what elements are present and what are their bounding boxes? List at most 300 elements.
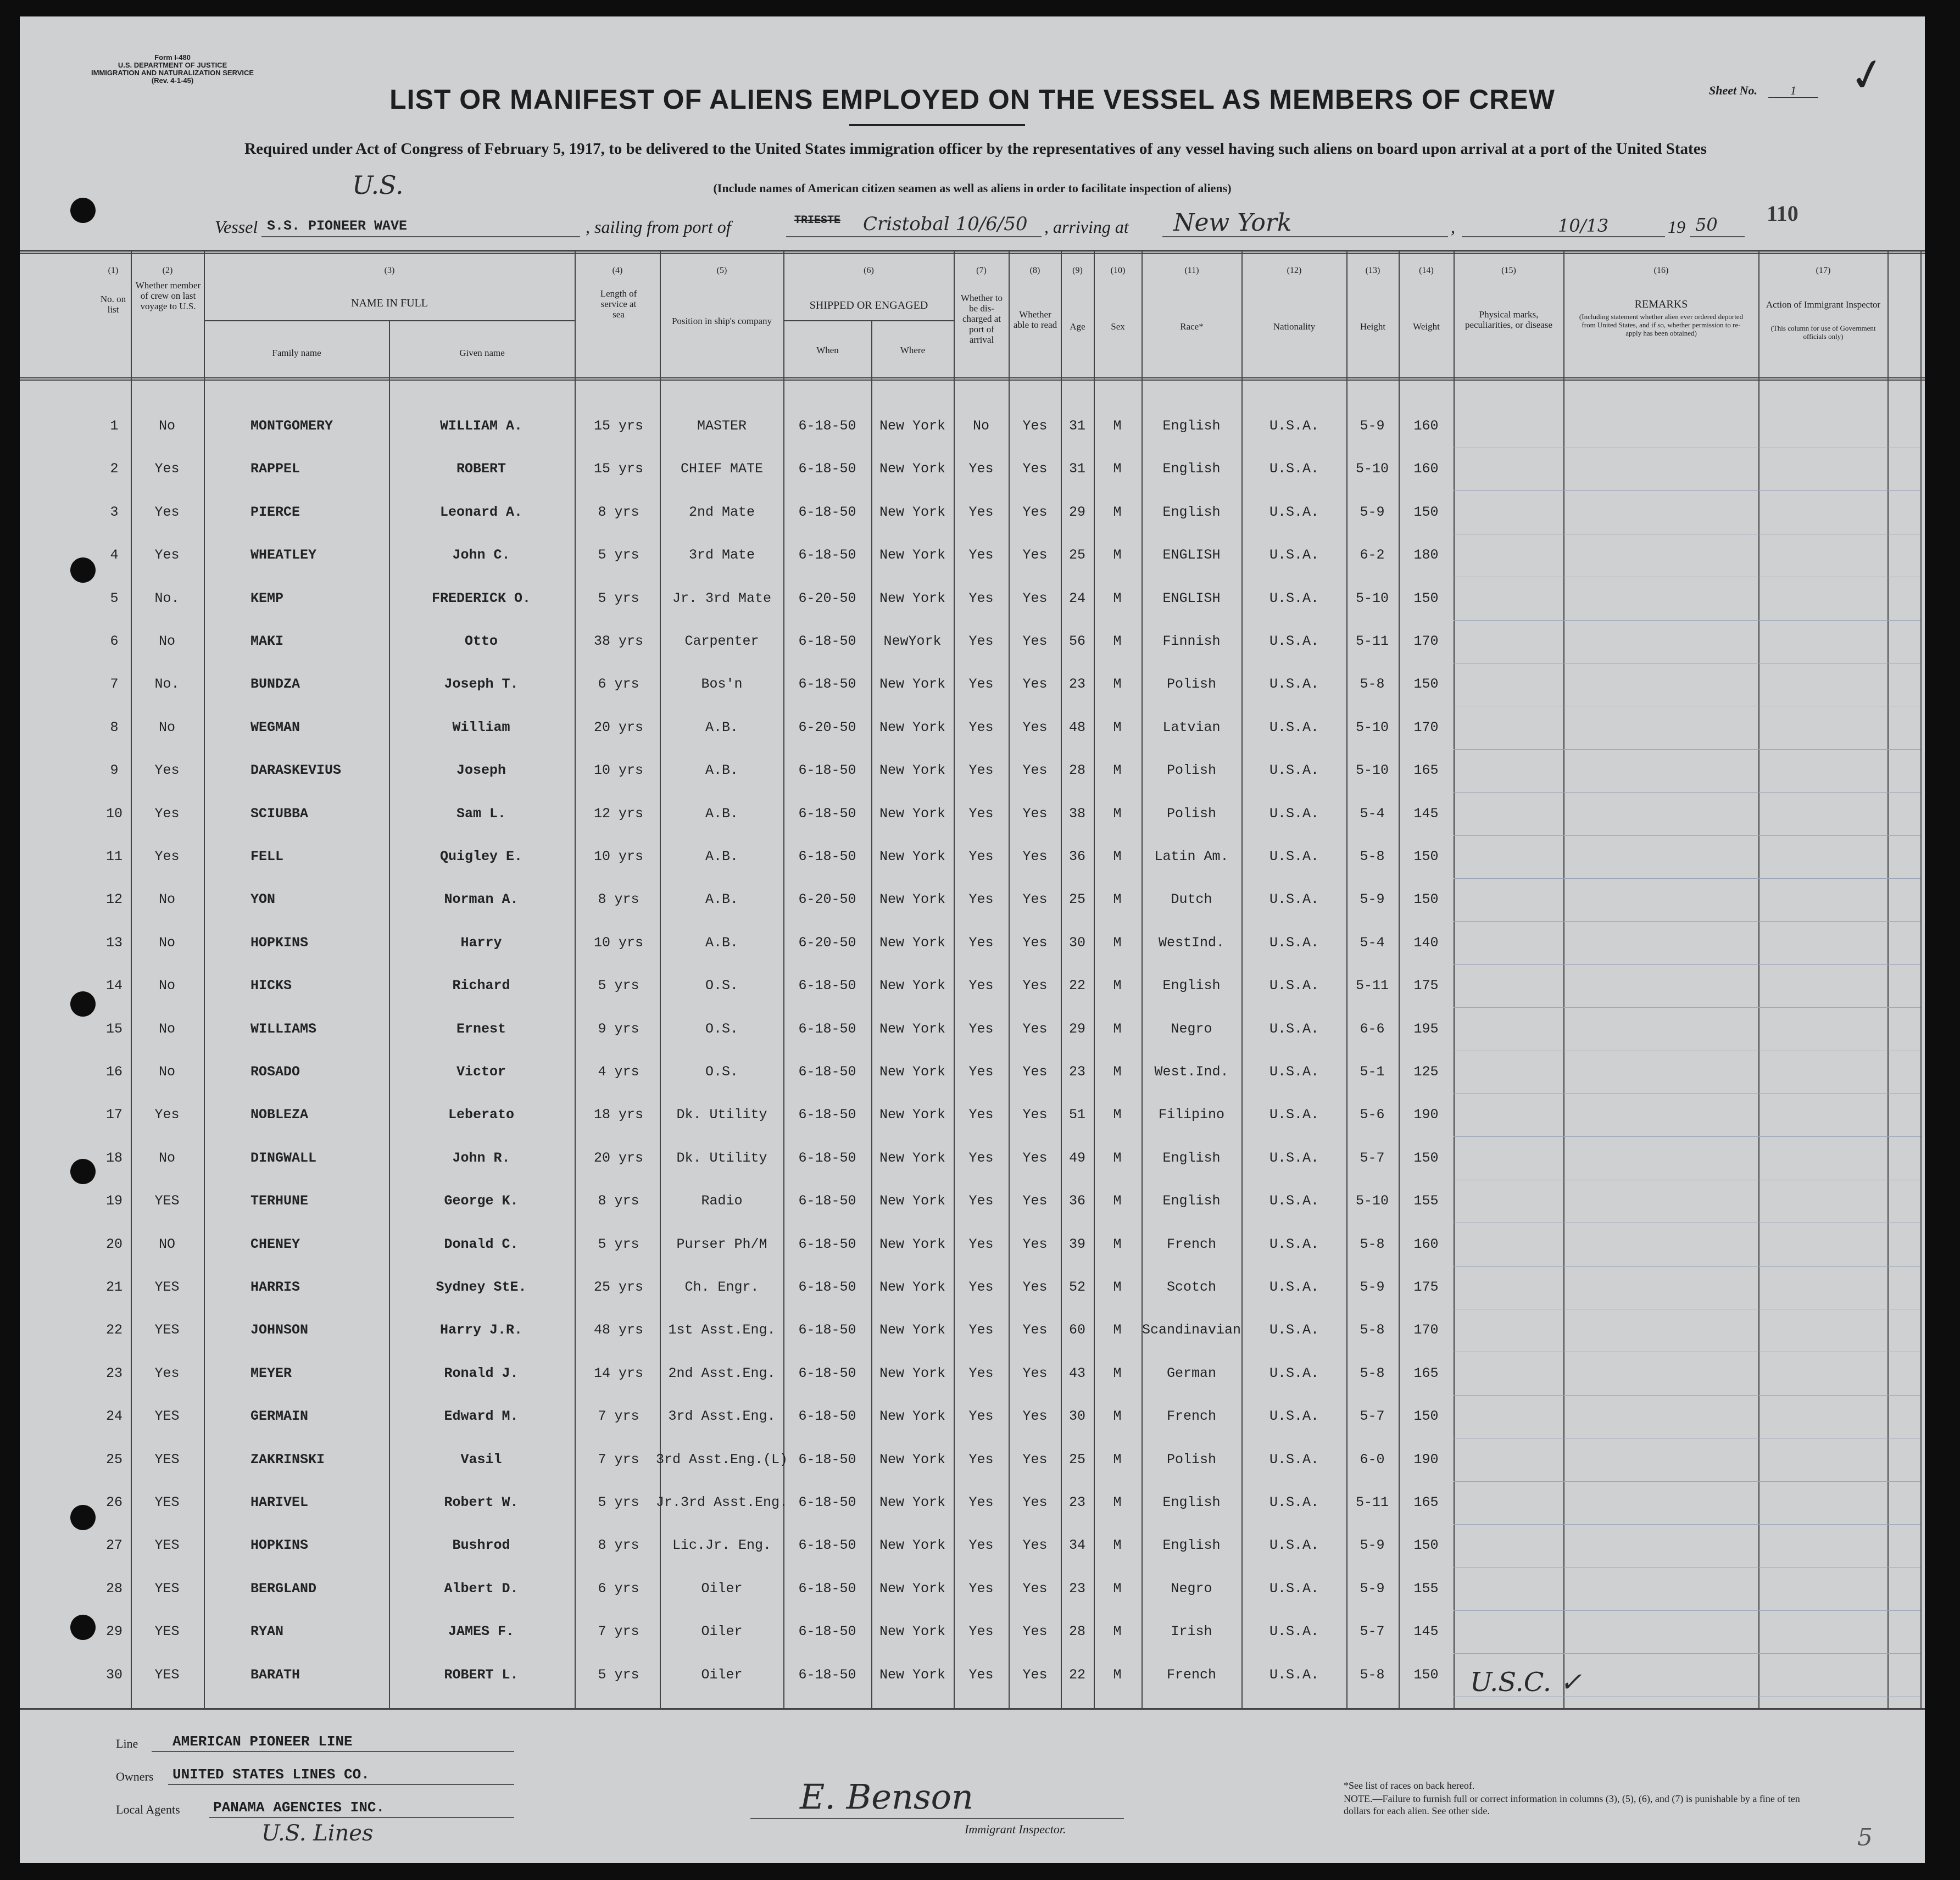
length-of-service: 10 yrs <box>593 762 644 779</box>
col1-label: No. on list <box>100 294 126 315</box>
race: English <box>1162 1193 1221 1209</box>
discharged: Yes <box>968 1279 994 1295</box>
given-name: JAMES F. <box>448 1624 515 1640</box>
last-voyage: No <box>158 1020 176 1037</box>
form-department: U.S. DEPARTMENT OF JUSTICE <box>118 61 227 69</box>
shipped-when: 6-18-50 <box>798 1666 856 1683</box>
shipped-where: New York <box>879 1150 946 1166</box>
shipped-when: 6-18-50 <box>798 1279 856 1295</box>
discharged: Yes <box>968 633 994 649</box>
position: Radio <box>701 1193 743 1209</box>
shipped-when: 6-18-50 <box>798 1451 856 1468</box>
sex: M <box>1113 1107 1122 1123</box>
race: West.Ind. <box>1154 1064 1229 1080</box>
weight: 165 <box>1413 1365 1439 1381</box>
sex: M <box>1113 1451 1122 1468</box>
discharged: Yes <box>968 1580 994 1597</box>
age: 25 <box>1068 891 1086 908</box>
age: 29 <box>1068 1020 1086 1037</box>
sex: M <box>1113 1279 1122 1295</box>
col3-family: Family name <box>272 348 321 358</box>
length-of-service: 7 yrs <box>598 1451 639 1468</box>
height: 5-10 <box>1355 762 1389 779</box>
weight: 150 <box>1413 1150 1439 1166</box>
age: 56 <box>1068 633 1086 649</box>
last-voyage: No <box>158 1150 176 1166</box>
sex: M <box>1113 1236 1122 1252</box>
age: 36 <box>1068 1193 1086 1209</box>
family-name: FELL <box>250 849 284 864</box>
last-voyage: No <box>158 978 176 994</box>
family-name: RYAN <box>250 1624 284 1640</box>
height: 5-8 <box>1360 1236 1385 1252</box>
row-rule <box>1454 1524 1920 1525</box>
able-to-read: Yes <box>1022 1624 1048 1640</box>
col8-num: (8) <box>1029 266 1040 275</box>
age: 23 <box>1068 1494 1086 1510</box>
able-to-read: Yes <box>1022 849 1048 864</box>
family-name: MEYER <box>250 1365 292 1381</box>
nationality: U.S.A. <box>1269 1624 1319 1640</box>
sex: M <box>1113 805 1122 822</box>
shipped-where: New York <box>879 1624 946 1640</box>
col17-num: (17) <box>1816 266 1831 275</box>
age: 48 <box>1068 719 1086 735</box>
position: CHIEF MATE <box>680 461 764 477</box>
nationality: U.S.A. <box>1269 1279 1319 1295</box>
col6-label: SHIPPED OR ENGAGED <box>809 299 928 311</box>
position: Ch. Engr. <box>684 1279 759 1295</box>
able-to-read: Yes <box>1022 1580 1048 1597</box>
race: Polish <box>1166 1451 1217 1468</box>
given-name: Vasil <box>460 1451 502 1468</box>
col14-label: Weight <box>1413 321 1440 332</box>
height: 5-10 <box>1355 1193 1389 1209</box>
position: Oiler <box>701 1624 743 1640</box>
shipped-where: New York <box>879 762 946 779</box>
height: 5-10 <box>1355 719 1389 735</box>
race: Negro <box>1171 1580 1212 1597</box>
sheet-number-label: Sheet No. <box>1709 83 1757 97</box>
given-name: Robert W. <box>444 1494 519 1510</box>
position: O.S. <box>705 1064 739 1080</box>
sex: M <box>1113 1365 1122 1381</box>
row-number: 15 <box>105 1020 123 1037</box>
height: 5-7 <box>1360 1408 1385 1425</box>
given-name: John C. <box>452 547 510 564</box>
last-voyage: Yes <box>154 547 180 564</box>
col16-num: (16) <box>1653 266 1669 275</box>
position: Purser Ph/M <box>676 1236 767 1252</box>
row-rule <box>1454 921 1920 922</box>
age: 30 <box>1068 1408 1086 1425</box>
last-voyage: Yes <box>154 762 180 779</box>
last-voyage: Yes <box>154 1107 180 1123</box>
length-of-service: 25 yrs <box>593 1279 644 1295</box>
length-of-service: 5 yrs <box>598 590 639 606</box>
col7-label: Whether to be dis-charged at port of arrival <box>961 293 1003 345</box>
shipped-when: 6-18-50 <box>798 547 856 564</box>
nationality: U.S.A. <box>1269 633 1319 649</box>
given-name: Albert D. <box>444 1580 519 1597</box>
discharged: Yes <box>968 1322 994 1338</box>
shipped-when: 6-18-50 <box>798 849 856 864</box>
inspector-signature: E. Benson <box>800 1777 973 1817</box>
shipped-where: New York <box>879 418 946 434</box>
row-number: 4 <box>110 547 119 564</box>
height: 5-8 <box>1360 1666 1385 1683</box>
shipped-when: 6-18-50 <box>798 1624 856 1640</box>
shipped-when: 6-18-50 <box>798 1322 856 1338</box>
discharged: Yes <box>968 978 994 994</box>
shipped-when: 6-18-50 <box>798 1064 856 1080</box>
able-to-read: Yes <box>1022 934 1048 951</box>
age: 38 <box>1068 805 1086 822</box>
sex: M <box>1113 934 1122 951</box>
col12-label: Nationality <box>1273 321 1316 332</box>
row-rule <box>1454 1266 1920 1267</box>
family-name: RAPPEL <box>250 461 300 477</box>
discharged: Yes <box>968 1494 994 1510</box>
race: French <box>1166 1408 1217 1425</box>
age: 22 <box>1068 1666 1086 1683</box>
vessel-label: Vessel <box>215 217 258 237</box>
length-of-service: 5 yrs <box>598 978 639 994</box>
race: English <box>1162 1150 1221 1166</box>
race: French <box>1166 1236 1217 1252</box>
row-number: 21 <box>105 1279 123 1295</box>
height: 5-10 <box>1355 461 1389 477</box>
position: Bos'n <box>701 676 743 693</box>
row-rule <box>1454 964 1920 965</box>
last-voyage: YES <box>154 1451 180 1468</box>
agents-label: Local Agents <box>116 1803 180 1816</box>
handwritten-us-mark: U.S. <box>352 170 404 200</box>
col4-label: Length of service at sea <box>600 288 637 320</box>
height: 5-7 <box>1360 1150 1385 1166</box>
position: Dk. Utility <box>676 1150 767 1166</box>
height: 6-2 <box>1360 547 1385 564</box>
family-name: WILLIAMS <box>250 1020 317 1037</box>
last-voyage: No <box>158 418 176 434</box>
length-of-service: 15 yrs <box>593 461 644 477</box>
family-name: PIERCE <box>250 504 300 520</box>
family-name: SCIUBBA <box>250 805 309 822</box>
discharged: Yes <box>968 676 994 693</box>
family-name: JOHNSON <box>250 1322 309 1338</box>
able-to-read: Yes <box>1022 418 1048 434</box>
race: Irish <box>1171 1624 1212 1640</box>
height: 5-8 <box>1360 1365 1385 1381</box>
age: 52 <box>1068 1279 1086 1295</box>
able-to-read: Yes <box>1022 762 1048 779</box>
family-name: HICKS <box>250 978 292 994</box>
length-of-service: 7 yrs <box>598 1624 639 1640</box>
able-to-read: Yes <box>1022 461 1048 477</box>
col2-label: Whether member of crew on last voyage to U.S. <box>135 280 201 311</box>
sex: M <box>1113 719 1122 735</box>
family-name: WEGMAN <box>250 719 300 735</box>
shipped-where: New York <box>879 1064 946 1080</box>
col13-num: (13) <box>1365 266 1380 275</box>
age: 31 <box>1068 461 1086 477</box>
nationality: U.S.A. <box>1269 1537 1319 1554</box>
col9-label: Age <box>1070 321 1085 332</box>
race: English <box>1162 1537 1221 1554</box>
penalty-note: NOTE.—Failure to furnish full or correct information in columns (3), (5), (6), and (7) is punishable by a fine of ten dollars for each alien. See other side. <box>1344 1793 1800 1816</box>
shipped-where: New York <box>879 547 946 564</box>
row-number: 11 <box>105 849 123 864</box>
weight: 145 <box>1413 805 1439 822</box>
given-name: ROBERT <box>456 461 506 477</box>
shipped-when: 6-18-50 <box>798 1020 856 1037</box>
position: Oiler <box>701 1580 743 1597</box>
position: MASTER <box>697 418 747 434</box>
shipped-where: New York <box>879 1537 946 1554</box>
height: 5-9 <box>1360 504 1385 520</box>
row-number: 6 <box>110 633 119 649</box>
able-to-read: Yes <box>1022 719 1048 735</box>
family-name: ZAKRINSKI <box>250 1451 325 1468</box>
shipped-where: New York <box>879 461 946 477</box>
race: Filipino <box>1158 1107 1225 1123</box>
arrival-year: 50 <box>1695 214 1718 235</box>
nationality: U.S.A. <box>1269 1494 1319 1510</box>
nationality: U.S.A. <box>1269 1150 1319 1166</box>
height: 6-0 <box>1360 1451 1385 1468</box>
include-note: (Include names of American citizen seamen as well as aliens in order to facilitate inspection of aliens) <box>713 181 1232 195</box>
family-name: MONTGOMERY <box>250 418 333 434</box>
col6-where: Where <box>900 345 926 355</box>
shipped-when: 6-18-50 <box>798 805 856 822</box>
row-number: 5 <box>110 590 119 606</box>
age: 25 <box>1068 547 1086 564</box>
row-number: 23 <box>105 1365 123 1381</box>
row-number: 29 <box>105 1624 123 1640</box>
weight: 170 <box>1413 719 1439 735</box>
row-number: 22 <box>105 1322 123 1338</box>
age: 36 <box>1068 849 1086 864</box>
row-number: 2 <box>110 461 119 477</box>
nationality: U.S.A. <box>1269 1580 1319 1597</box>
row-rule <box>1454 1610 1920 1611</box>
form-revision: (Rev. 4-1-45) <box>151 76 194 85</box>
family-name: TERHUNE <box>250 1193 309 1209</box>
required-statement: Required under Act of Congress of February 5, 1917, to be delivered to the United States immigration officer by the representatives of any vessel having such aliens on board upon arrival at a port of the United States <box>244 140 1707 158</box>
position: 2nd Asst.Eng. <box>668 1365 776 1381</box>
row-number: 30 <box>105 1666 123 1683</box>
shipped-where: New York <box>879 590 946 606</box>
row-number: 19 <box>105 1193 123 1209</box>
sex: M <box>1113 633 1122 649</box>
able-to-read: Yes <box>1022 1537 1048 1554</box>
row-rule <box>1454 878 1920 879</box>
weight: 150 <box>1413 1537 1439 1554</box>
able-to-read: Yes <box>1022 1365 1048 1381</box>
page-mark: 5 <box>1857 1823 1873 1851</box>
length-of-service: 9 yrs <box>598 1020 639 1037</box>
col9-num: (9) <box>1072 266 1083 275</box>
weight: 195 <box>1413 1020 1439 1037</box>
row-number: 24 <box>105 1408 123 1425</box>
shipped-when: 6-20-50 <box>798 719 856 735</box>
race: ENGLISH <box>1162 590 1221 606</box>
col6-num: (6) <box>864 266 874 275</box>
given-name: Donald C. <box>444 1236 519 1252</box>
race: Dutch <box>1171 891 1212 908</box>
weight: 150 <box>1413 590 1439 606</box>
given-name: John R. <box>452 1150 510 1166</box>
inspector-label: Immigrant Inspector. <box>965 1822 1066 1836</box>
family-name: BARATH <box>250 1666 300 1683</box>
height: 5-8 <box>1360 676 1385 693</box>
able-to-read: Yes <box>1022 590 1048 606</box>
position: Jr.3rd Asst.Eng. <box>655 1494 788 1510</box>
last-voyage: YES <box>154 1279 180 1295</box>
sheet-number-value: 1 <box>1768 83 1818 98</box>
shipped-when: 6-20-50 <box>798 891 856 908</box>
row-rule <box>1454 1007 1920 1008</box>
given-name: Harry <box>460 934 502 951</box>
discharged: Yes <box>968 1451 994 1468</box>
given-name: Edward M. <box>444 1408 519 1425</box>
shipped-when: 6-18-50 <box>798 1150 856 1166</box>
last-voyage: No. <box>154 590 180 606</box>
row-number: 9 <box>110 762 119 779</box>
shipped-where: New York <box>879 1494 946 1510</box>
race: English <box>1162 418 1221 434</box>
family-name: ROSADO <box>250 1064 300 1080</box>
weight: 165 <box>1413 762 1439 779</box>
shipped-where: New York <box>879 891 946 908</box>
row-number: 16 <box>105 1064 123 1080</box>
sex: M <box>1113 1494 1122 1510</box>
age: 49 <box>1068 1150 1086 1166</box>
sex: M <box>1113 461 1122 477</box>
manifest-sheet: Form I-480 U.S. DEPARTMENT OF JUSTICE IMMIGRATION AND NATURALIZATION SERVICE (Rev. 4-1-45) Sheet No. 1 ✓ LIST OR MANIFEST OF ALIENS EMPLOYED ON THE VESSEL AS MEMBERS OF CREW Required under Act of Congress of February 5, 1917, to be delivered to the United States immigration officer by the representatives of any vessel having such aliens on board upon arrival at a port of the United States (Include names of American citizen seamen as well as aliens in order to facilitate inspection of aliens) U.S. Vessel S.S. PIONEER WAVE , sailing from port of TRIESTE Cristobal 10/6/50 , arriving at New York , 10/13 19 50 110 (1) No. on list (2) Whether member of crew on last voyage to U.S. (3) NAME IN FULL Family name Given name (4) Length of service at sea (5) Position in ship's company (6) SHIPPED OR ENGAGED When Where (7) Whether to be dis-charged at port of arrival (8) Whether able to read (9) Age (10) Sex (11) Race* (12) Nationality (13) Height (14) Weight (15) Physical marks, peculiarities, or disease (16) REMARKS (Including statement whether alien ever ordered deported from United States, and if so, whether permission to re-apply has been obtained) (17) Action of Immigrant Inspector (This column for use of Government officials only) 1 No MONTGOMERY WILLIAM A. 15 yrs MASTER 6-18-50 New York No Yes 31 M English U.S.A. 5-9 160 2 Yes RAPPEL ROBERT 15 yrs CHIEF MATE 6-18-50 New York Yes Yes 31 M English U.S.A. 5-10 160 3 Yes PIERCE Leonard A. 8 yrs 2nd Mate 6-18-50 New York Yes Yes 29 M English U.S.A. 5-9 150 4 Yes WHEATLEY John C. 5 yrs 3rd Mate 6-18-50 New York Yes Yes 25 M ENGLISH U.S.A. 6-2 180 5 No. KEMP FREDERICK O. 5 yrs Jr. 3rd Mate 6-20-50 New York Yes Yes 24 M ENGLISH U.S.A. 5-10 150 6 No MAKI Otto 38 yrs Carpenter 6-18-50 NewYork Yes Yes 56 M Finnish U.S.A. 5-11 170 7 No. BUNDZA Joseph T. 6 yrs Bos'n 6-18-50 New York Yes Yes 23 M Polish U.S.A. 5-8 150 8 No WEGMAN William 20 yrs A.B. 6-20-50 New York Yes Yes 48 M Latvian U.S.A. 5-10 170 9 Yes DARASKEVIUS Joseph 10 yrs A.B. 6-18-50 New York Yes Yes 28 M Polish U.S.A. 5-10 165 10 Yes SCIUBBA Sam L. 12 yrs A.B. 6-18-50 New York Yes Yes 38 M Polish U.S.A. 5-4 145 11 Yes FELL Quigley E. 10 yrs A.B. 6-18-50 New York Yes Yes 36 M Latin Am. U.S.A. 5-8 150 12 No YON Norman A. 8 yrs A.B. 6-20-50 New York Yes Yes 25 M Dutch U.S.A. 5-9 150 13 No HOPKINS Harry 10 yrs A.B. 6-20-50 New York Yes Yes 30 M WestInd. U.S.A. 5-4 140 14 No HICKS Richard 5 yrs O.S. 6-18-50 New York Yes Yes 22 M English U.S.A. 5-11 175 15 No WILLIAMS Ernest 9 yrs O.S. 6-18-50 New York Yes Yes 29 M Negro U.S.A. 6-6 195 16 No ROSADO Victor 4 yrs O.S. 6-18-50 New York Yes Yes 23 M West.Ind. U.S.A. 5-1 125 17 Yes NOBLEZA Leberato 18 yrs Dk. Utility 6-18-50 New York Yes Yes 51 M Filipino U.S.A. 5-6 190 18 No DINGWALL John R. 20 yrs Dk. Utility 6-18-50 New York Yes Yes 49 M English U.S.A. 5-7 150 19 YES TERHUNE George K. 8 yrs Radio 6-18-50 New York Yes Yes 36 M English U.S.A. 5-10 155 20 NO CHENEY Donald C. 5 yrs Purser Ph/M 6-18-50 New York Yes Yes 39 M French U.S.A. 5-8 160 21 YES HARRIS Sydney StE. 25 yrs Ch. Engr. 6-18-50 New York Yes Yes 52 M Scotch U.S.A. 5-9 175 22 YES JOHNSON Harry J.R. 48 yrs 1st Asst.Eng. 6-18-50 New York Yes Yes 60 M Scandinavian U.S.A. 5-8 170 23 Yes MEYER Ronald J. 14 yrs 2nd Asst.Eng. 6-18-50 New York Yes Yes 43 M German U.S.A. 5-8 165 24 YES GERMAIN Edward M. 7 yrs 3rd Asst.Eng. 6-18-50 New York Yes Yes 30 M French U.S.A. 5-7 150 25 YES ZAKRINSKI Vasil 7 yrs 3rd Asst.Eng.(L) 6-18-50 New York Yes Yes 25 M Polish U.S.A. 6-0 190 26 YES HARIVEL Robert W. 5 yrs Jr.3rd Asst.Eng. 6-18-50 New York Yes Yes 23 M English U.S.A. 5-11 165 27 YES HOPKINS Bushrod 8 yrs Lic.Jr. Eng. 6-18-50 New York Yes Yes 34 M English U.S.A. 5-9 150 28 YES BERGLAND Albert D. 6 yrs Oiler 6-18-50 New York Yes Yes 23 M Negro U.S.A. 5-9 155 29 YES RYAN JAMES F. 7 yrs Oiler 6-18-50 New York Yes Yes 28 M Irish U.S.A. 5-7 145 30 YES BARATH ROBERT L. 5 yrs Oiler 6-18-50 New York Yes Yes 22 M French U.S.A. 5-8 150 U.S.C. ✓ Line AMERICAN PIONEER LINE Owners UNITED STATES LINES CO. Local Agents PANAMA AGENCIES INC. U.S. Lines E. Benson Immigrant Inspector. *See list of races on back hereof. NOTE.—Failure to furnish full or correct information in columns (3), (5), (6), and (7) is punishable by a fine of ten dollars for each alien. See other side. 5 <box>20 16 1925 1863</box>
length-of-service: 5 yrs <box>598 1494 639 1510</box>
sex: M <box>1113 1150 1122 1166</box>
row-number: 20 <box>105 1236 123 1252</box>
given-name: Joseph T. <box>444 676 519 693</box>
nationality: U.S.A. <box>1269 1064 1319 1080</box>
given-name: Quigley E. <box>439 849 523 864</box>
shipped-when: 6-18-50 <box>798 1236 856 1252</box>
family-name: KEMP <box>250 590 284 606</box>
weight: 155 <box>1413 1580 1439 1597</box>
position: O.S. <box>705 978 739 994</box>
given-name: Leberato <box>448 1107 515 1123</box>
col3-label: NAME IN FULL <box>351 297 428 309</box>
discharged: Yes <box>968 849 994 864</box>
row-rule <box>1454 1395 1920 1396</box>
race: Latvian <box>1162 719 1221 735</box>
family-name: YON <box>250 891 276 908</box>
race: English <box>1162 461 1221 477</box>
given-name: William <box>452 719 510 735</box>
height: 5-9 <box>1360 891 1385 908</box>
length-of-service: 38 yrs <box>593 633 644 649</box>
race: Polish <box>1166 805 1217 822</box>
sex: M <box>1113 1537 1122 1554</box>
given-name: Sam L. <box>456 805 506 822</box>
weight: 140 <box>1413 934 1439 951</box>
shipped-where: New York <box>879 719 946 735</box>
agents-value: PANAMA AGENCIES INC. <box>213 1799 385 1816</box>
race: Polish <box>1166 762 1217 779</box>
discharged: Yes <box>968 1365 994 1381</box>
position: Carpenter <box>684 633 759 649</box>
nationality: U.S.A. <box>1269 1020 1319 1037</box>
position: A.B. <box>705 805 739 822</box>
col7-num: (7) <box>976 266 987 275</box>
row-number: 27 <box>105 1537 123 1554</box>
height: 5-4 <box>1360 805 1385 822</box>
position: Oiler <box>701 1666 743 1683</box>
length-of-service: 20 yrs <box>593 719 644 735</box>
shipped-when: 6-18-50 <box>798 978 856 994</box>
sex: M <box>1113 504 1122 520</box>
age: 25 <box>1068 1451 1086 1468</box>
nationality: U.S.A. <box>1269 547 1319 564</box>
age: 29 <box>1068 504 1086 520</box>
row-number: 14 <box>105 978 123 994</box>
col3-num: (3) <box>384 266 395 275</box>
race: English <box>1162 1494 1221 1510</box>
length-of-service: 14 yrs <box>593 1365 644 1381</box>
position: Dk. Utility <box>676 1107 767 1123</box>
able-to-read: Yes <box>1022 978 1048 994</box>
able-to-read: Yes <box>1022 1150 1048 1166</box>
last-voyage: YES <box>154 1193 180 1209</box>
discharged: Yes <box>968 1624 994 1640</box>
col10-label: Sex <box>1111 321 1125 332</box>
crew-table <box>20 250 1925 1708</box>
row-rule <box>1454 835 1920 836</box>
port-struck: TRIESTE <box>794 214 841 227</box>
given-name: Bushrod <box>452 1537 510 1554</box>
position: 1st Asst.Eng. <box>668 1322 776 1338</box>
col17-sub: (This column for use of Government officials only) <box>1770 324 1876 341</box>
height: 5-9 <box>1360 1279 1385 1295</box>
age: 31 <box>1068 418 1086 434</box>
weight: 170 <box>1413 633 1439 649</box>
sex: M <box>1113 849 1122 864</box>
race: English <box>1162 504 1221 520</box>
row-number: 1 <box>110 418 119 434</box>
nationality: U.S.A. <box>1269 504 1319 520</box>
length-of-service: 4 yrs <box>598 1064 639 1080</box>
given-name: Ronald J. <box>444 1365 519 1381</box>
discharged: Yes <box>968 1107 994 1123</box>
height: 5-4 <box>1360 934 1385 951</box>
shipped-when: 6-18-50 <box>798 1365 856 1381</box>
form-service: IMMIGRATION AND NATURALIZATION SERVICE <box>91 69 254 77</box>
discharged: Yes <box>968 805 994 822</box>
discharged: Yes <box>968 934 994 951</box>
shipped-when: 6-18-50 <box>798 1494 856 1510</box>
agents-handwritten: U.S. Lines <box>261 1821 374 1846</box>
able-to-read: Yes <box>1022 547 1048 564</box>
able-to-read: Yes <box>1022 633 1048 649</box>
given-name: Leonard A. <box>439 504 523 520</box>
form-identifier <box>91 54 254 85</box>
race: ENGLISH <box>1162 547 1221 564</box>
position: Jr. 3rd Mate <box>672 590 772 606</box>
shipped-when: 6-18-50 <box>798 676 856 693</box>
given-name: Norman A. <box>444 891 519 908</box>
discharged: Yes <box>968 504 994 520</box>
